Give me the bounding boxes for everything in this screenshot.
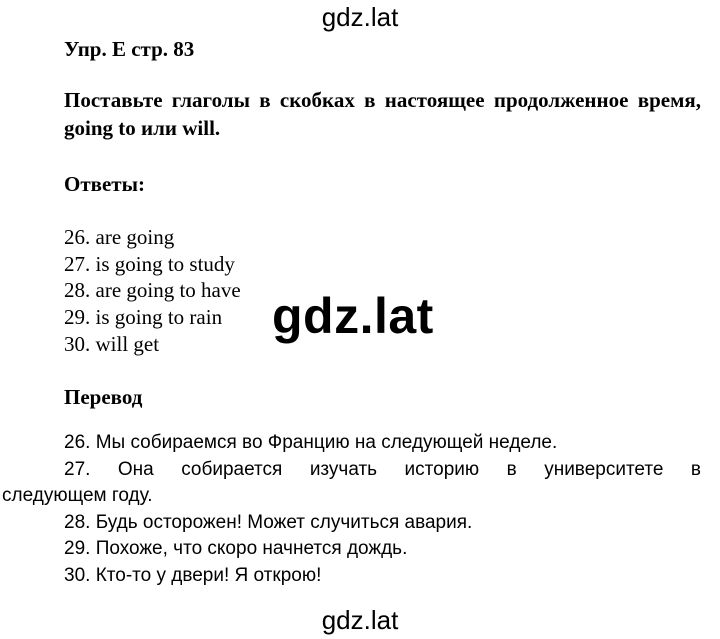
- translation-line: 27. Она собирается изучать историю в университете в: [64, 458, 701, 480]
- watermark-middle: gdz.lat: [272, 288, 434, 344]
- translation-item: 28. Будь осторожен! Может случиться авария.: [64, 511, 473, 533]
- translation-list: [2, 430, 701, 589]
- translation-item: 26. Мы собираемся во Францию на следующей неделе.: [64, 432, 558, 453]
- translation-item: 30. Кто-то у двери! Я открою!: [64, 564, 322, 586]
- exercise-task: Поставьте глаголы в скобках в настоящее продолженное время, going to или will.: [64, 88, 701, 140]
- translation-heading: Перевод: [64, 385, 143, 409]
- watermark-top: gdz.lat: [321, 2, 399, 32]
- watermark-bottom: gdz.lat: [321, 605, 399, 635]
- answer-item: 27. is going to study: [64, 251, 235, 276]
- answer-item: 29. is going to rain: [64, 305, 223, 330]
- answers-heading: Ответы:: [64, 172, 146, 196]
- answers-list: [64, 224, 241, 358]
- translation-item: 29. Похоже, что скоро начнется дождь.: [64, 538, 408, 559]
- exercise-title: Упр. E стр. 83: [64, 37, 195, 61]
- answer-item: 26. are going: [64, 225, 175, 249]
- translation-line-continued: следующем году.: [2, 485, 153, 506]
- answer-item: 30. will get: [64, 331, 160, 356]
- translation-item: [2, 457, 701, 510]
- answer-item: 28. are going to have: [64, 278, 241, 303]
